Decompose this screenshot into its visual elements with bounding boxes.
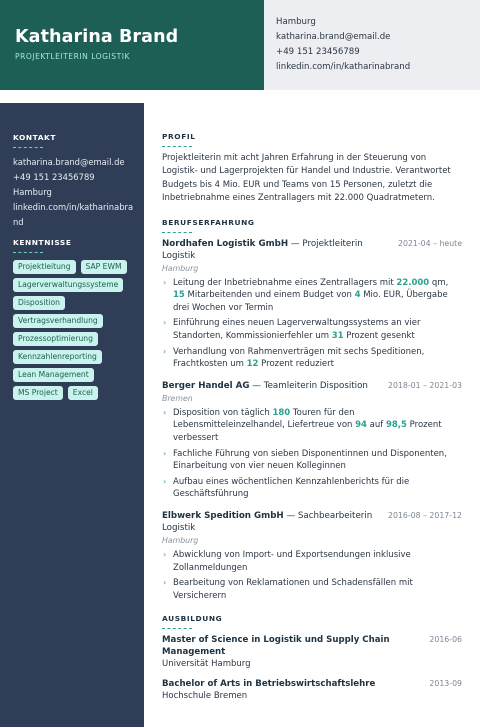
bullet-text: Touren für den Lebensmitteleinzelhandel, Liefertreue von	[173, 407, 356, 431]
job-bullet	[162, 317, 462, 342]
education-degree: Bachelor of Arts in Betriebswirtschaftslehre	[162, 679, 376, 690]
contact-lines	[13, 155, 134, 230]
education-school: Universität Hamburg	[162, 659, 251, 670]
contact-line: linkedin.com/in/katharinabrand	[13, 202, 134, 227]
bullet-text: Fachliche Führung von sieben Disponentinnen und Disponenten, Einarbeitung von vier neuen Kolleginnen	[173, 448, 447, 472]
chevron-right-icon: ›	[163, 448, 167, 458]
job-bullet	[162, 277, 462, 315]
skill-tag: Kennzahlenreporting	[13, 350, 102, 364]
header-contact-line: katharina.brand@email.de	[276, 32, 391, 42]
sidebar	[0, 103, 144, 727]
education-section	[162, 614, 462, 702]
contact-line: katharina.brand@email.de	[13, 157, 125, 167]
chevron-right-icon: ›	[163, 476, 167, 486]
education-header	[162, 634, 462, 658]
header-contact-line: +49 151 23456789	[276, 47, 360, 57]
chevron-right-icon: ›	[163, 407, 167, 417]
skill-tag: Lean Management	[13, 368, 94, 382]
job-header	[162, 238, 462, 262]
job-entry	[162, 510, 462, 602]
candidate-role: PROJEKTLEITERIN LOGISTIK	[15, 52, 130, 61]
job-title-line	[162, 510, 382, 534]
job-bullet	[162, 407, 462, 445]
highlight-number: 12	[246, 359, 259, 370]
skill-tag: Prozessoptimierung	[13, 332, 98, 346]
job-title: Teamleiterin Disposition	[263, 380, 368, 391]
skills-section	[13, 238, 134, 400]
education-heading: AUSBILDUNG	[162, 614, 223, 624]
highlight-number: 4	[354, 290, 361, 301]
job-location: Hamburg	[162, 263, 199, 273]
highlight-number: 31	[331, 331, 344, 341]
job-bullet	[162, 448, 462, 473]
job-bullet-list	[162, 277, 462, 371]
job-bullet	[162, 549, 462, 574]
job-dates: 2016-08 – 2017-12	[387, 510, 462, 520]
skill-tag: MS Project	[13, 386, 63, 400]
profile-heading-rule	[162, 146, 192, 147]
job-bullet	[162, 577, 462, 602]
bullet-text: Einführung eines neuen Lagerverwaltungssystems an vier Standorten, Kommissionierfehler um	[173, 318, 421, 341]
chevron-right-icon: ›	[163, 318, 167, 328]
highlight-number: 15	[173, 290, 185, 301]
highlight-number: 94	[355, 420, 367, 431]
skills-heading-rule	[13, 252, 43, 253]
education-degree: Master of Science in Logistik und Supply Chain Management	[162, 635, 390, 658]
chevron-right-icon: ›	[163, 549, 167, 559]
bullet-text: qm,	[429, 277, 449, 288]
job-title-line	[162, 380, 368, 392]
skill-tag: SAP EWM	[81, 260, 127, 274]
chevron-right-icon: ›	[163, 277, 167, 287]
job-title: Sachbearbeiterin Logistik	[162, 510, 373, 533]
skill-tag: Excel	[68, 386, 98, 400]
bullet-text: Prozent reduziert	[258, 359, 334, 370]
education-date: 2016-06	[429, 635, 462, 645]
job-header	[162, 380, 462, 392]
bullet-text: Leitung der Inbetriebnahme eines Zentrallagers mit	[173, 277, 397, 288]
job-separator: —	[249, 380, 264, 391]
bullet-text: Bearbeitung von Reklamationen und Schadensfällen mit Versicherern	[173, 578, 413, 601]
contact-line: +49 151 23456789	[13, 172, 95, 182]
chevron-right-icon: ›	[163, 578, 167, 588]
job-bullet-list	[162, 549, 462, 602]
job-dates: 2021-04 – heute	[398, 238, 462, 248]
job-title: Projektleiterin Logistik	[162, 238, 363, 261]
contact-section	[13, 133, 134, 230]
job-company: Elbwerk Spedition GmbH	[162, 510, 284, 521]
bullet-text: Mitarbeitenden und einem Budget von	[184, 290, 355, 301]
job-title-line	[162, 238, 392, 262]
highlight-number: 98,5	[385, 420, 407, 431]
education-list	[162, 634, 462, 702]
job-location: Bremen	[162, 393, 193, 403]
job-separator: —	[283, 510, 298, 521]
candidate-name: Katharina Brand	[15, 27, 179, 47]
contact-heading-rule	[13, 147, 43, 148]
job-bullet	[162, 476, 462, 501]
job-entry	[162, 380, 462, 501]
experience-heading: BERUFSERFAHRUNG	[162, 217, 255, 227]
skills-list	[13, 260, 134, 400]
education-entry	[162, 634, 462, 670]
job-location: Hamburg	[162, 535, 199, 545]
education-entry	[162, 678, 462, 702]
header-contact-line: Hamburg	[276, 17, 316, 27]
job-bullet-list	[162, 407, 462, 501]
education-header	[162, 678, 462, 690]
education-school: Hochschule Bremen	[162, 691, 248, 702]
job-entry	[162, 238, 462, 371]
bullet-text: Mio. EUR, Übergabe drei Wochen vor Termin	[173, 290, 448, 313]
header-contact-list	[276, 15, 410, 75]
job-company: Berger Handel AG	[162, 380, 250, 391]
experience-heading-rule	[162, 232, 192, 233]
profile-heading: PROFIL	[162, 132, 196, 141]
bullet-text: auf	[366, 420, 386, 431]
chevron-right-icon: ›	[163, 346, 167, 356]
job-dates: 2018-01 – 2021-03	[387, 380, 462, 390]
skill-tag: Disposition	[13, 296, 65, 310]
profile-text: Projektleiterin mit acht Jahren Erfahrung in der Steuerung von Logistik- und Lagerprojekten für Handel und Industrie. Verantwortet Budgets bis 4 Mio. EUR und Teams von 15 Personen, zuletzt die Inbetriebnahme eines Zentrallagers mit 22.000 Quadratmetern.	[162, 153, 451, 204]
contact-heading: KONTAKT	[13, 133, 57, 142]
job-separator: —	[288, 238, 303, 249]
contact-line: Hamburg	[13, 187, 52, 197]
header-contact-line: linkedin.com/in/katharinabrand	[276, 62, 411, 72]
job-header	[162, 510, 462, 534]
bullet-text: Prozent gesenkt	[343, 331, 415, 341]
skill-tag: Projektleitung	[13, 260, 76, 274]
highlight-number: 180	[272, 407, 291, 418]
job-list	[162, 238, 462, 603]
bullet-text: Aufbau eines wöchentlichen Kennzahlenberichts für die Geschäftsführung	[173, 476, 410, 500]
skill-tag: Lagerverwaltungssysteme	[13, 278, 123, 292]
resume-header	[0, 0, 480, 90]
bullet-text: Abwicklung von Import- und Exportsendungen inklusive Zollanmeldungen	[173, 549, 411, 573]
bullet-text: Disposition von täglich	[173, 407, 273, 418]
bullet-text: Prozent verbessert	[173, 420, 442, 443]
main-content	[162, 132, 462, 702]
bullet-text: Verhandlung von Rahmenverträgen mit sechs Speditionen, Frachtkosten um	[173, 346, 425, 370]
job-company: Nordhafen Logistik GmbH	[162, 238, 289, 249]
experience-section	[162, 218, 462, 603]
skill-tag: Vertragsverhandlung	[13, 314, 103, 328]
skills-heading: KENNTNISSE	[13, 238, 72, 247]
education-heading-rule	[162, 628, 192, 629]
job-bullet	[162, 346, 462, 371]
education-date: 2013-09	[429, 679, 462, 689]
profile-section	[162, 132, 462, 206]
name-block	[0, 0, 264, 90]
highlight-number: 22.000	[396, 277, 430, 288]
